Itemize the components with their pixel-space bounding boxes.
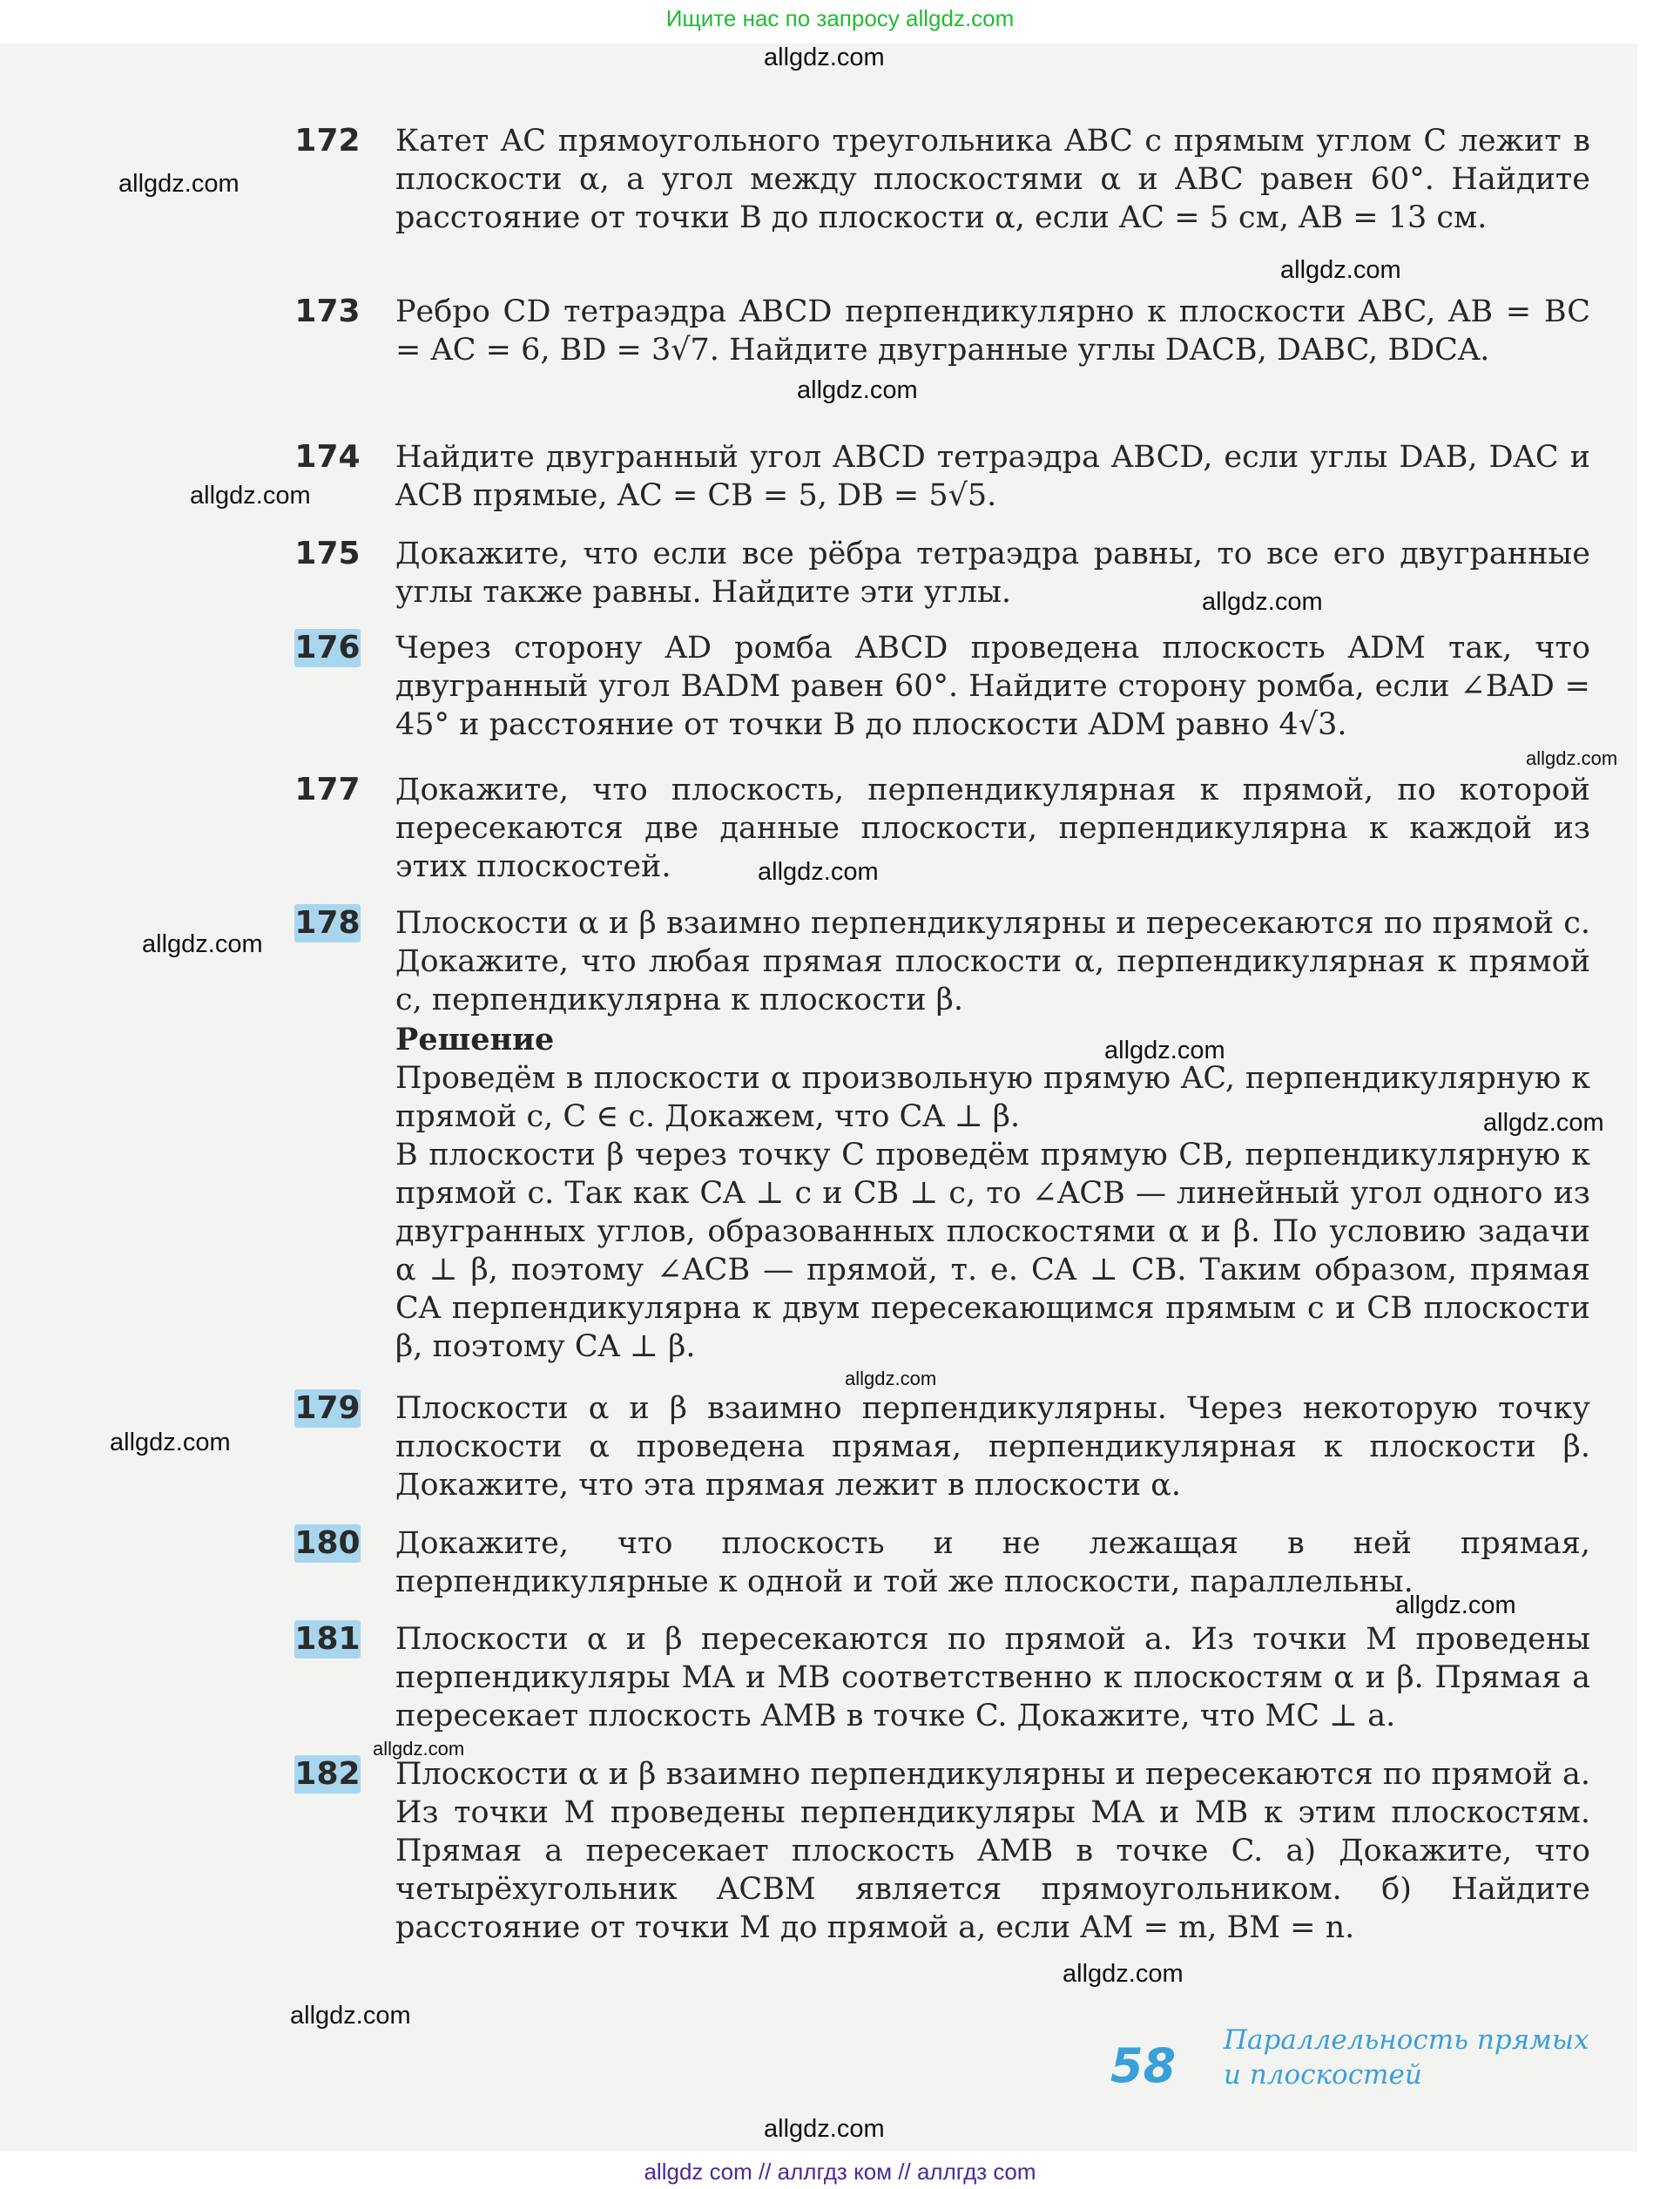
watermark: allgdz.com bbox=[142, 930, 263, 958]
page-margin bbox=[1637, 0, 1680, 2189]
watermark: allgdz.com bbox=[1063, 1960, 1184, 1988]
problem-text: Докажите, что если все рёбра тетраэдра равны, то все его двугранные углы также равны. Найдите эти углы. bbox=[395, 537, 1590, 610]
problem-text: Плоскости α и β взаимно перпендикулярны. Через некоторую точку плоскости α проведена прямая, перпендикулярная к плоскости β. Докажите, что эта прямая лежит в плоскости α. bbox=[395, 1391, 1590, 1503]
problem-number: 174 bbox=[294, 439, 361, 475]
watermark: allgdz.com bbox=[110, 1429, 231, 1456]
problem-number: 172 bbox=[294, 123, 361, 159]
solution-heading: Решение bbox=[395, 1022, 555, 1057]
watermark: allgdz.com bbox=[1483, 1109, 1604, 1137]
watermark: allgdz.com bbox=[373, 1738, 465, 1760]
page-number: 58 bbox=[1110, 2038, 1177, 2093]
problem-number: 180 bbox=[294, 1525, 361, 1561]
solution-paragraph-2: В плоскости β через точку C проведём прямую CB, перпендикулярную к прямой c. Так как CA ⊥ c и CB ⊥ c, то ∠ACB — линейный угол одного из двугранных углов, образованных плоскостями α и β. По условию задачи α ⊥ β, поэтому ∠ACB — прямой, т. е. CA ⊥ CB. Таким образом, прямая CA перпендикулярна к двум пересекающимся прямым c и CB плоскости β, поэтому CA ⊥ β. bbox=[395, 1138, 1590, 1364]
watermark: allgdz.com bbox=[845, 1368, 937, 1389]
problem-number: 182 bbox=[294, 1756, 361, 1792]
problem-number: 173 bbox=[294, 294, 361, 329]
watermark: allgdz.com bbox=[290, 2002, 411, 2030]
watermark: allgdz.com bbox=[797, 376, 918, 404]
problem-text: Катет AC прямоугольного треугольника ABC с прямым углом C лежит в плоскости α, а угол между плоскостями α и ABC равен 60°. Найдите расстояние от точки B до плоскости α, если AC = 5 см, AB = 13 см. bbox=[395, 124, 1590, 235]
watermark: allgdz.com bbox=[764, 2115, 885, 2143]
bottom-links[interactable]: allgdz com // аллгдз ком // аллгдз com bbox=[644, 2159, 1036, 2185]
problem-number: 178 bbox=[294, 905, 361, 941]
watermark: allgdz.com bbox=[1526, 747, 1618, 769]
watermark: allgdz.com bbox=[1280, 256, 1401, 284]
problem-text: Докажите, что плоскость, перпендикулярная к прямой, по которой пересекаются две данные плоскости, перпендикулярна к каждой из этих плоскостей. bbox=[395, 773, 1590, 884]
problem-text: Плоскости α и β взаимно перпендикулярны и пересекаются по прямой c. Докажите, что любая прямая плоскости α, перпендикулярная к прямой c, перпендикулярна к плоскости β. bbox=[395, 906, 1590, 1017]
problem-number: 175 bbox=[294, 536, 361, 571]
problem-number: 176 bbox=[294, 630, 361, 665]
problem-text: Докажите, что плоскость и не лежащая в ней прямая, перпендикулярные к одной и той же плоскости, параллельны. bbox=[395, 1526, 1590, 1599]
watermark: allgdz.com bbox=[1395, 1591, 1516, 1619]
watermark: allgdz.com bbox=[1104, 1037, 1225, 1064]
problem-text: Найдите двугранный угол ABCD тетраэдра ABCD, если углы DAB, DAC и ACB прямые, AC = CB = 5, DB = 5√5. bbox=[395, 440, 1590, 513]
problem-number: 179 bbox=[294, 1390, 361, 1426]
section-title: Параллельность прямых и плоскостей bbox=[1224, 2024, 1589, 2091]
promo-link[interactable]: Ищите нас по запросу allgdz.com bbox=[665, 5, 1015, 31]
watermark: allgdz.com bbox=[1202, 588, 1323, 616]
watermark: allgdz.com bbox=[118, 170, 240, 198]
problem-text: Через сторону AD ромба ABCD проведена плоскость ADM так, что двугранный угол BADM равен 60°. Найдите сторону ромба, если ∠BAD = 45° и расстояние от точки B до плоскости ADM равно 4√3. bbox=[395, 631, 1590, 742]
solution-paragraph-1: Проведём в плоскости α произвольную прямую AC, перпендикулярную к прямой c, C ∈ c. Докажем, что CA ⊥ β. bbox=[395, 1061, 1590, 1134]
problem-number: 177 bbox=[294, 772, 361, 807]
watermark: allgdz.com bbox=[764, 44, 885, 71]
problem-text: Плоскости α и β пересекаются по прямой a. Из точки M проведены перпендикуляры MA и MB соответственно к плоскостям α и β. Прямая a пересекает плоскость AMB в точке C. Докажите, что MC ⊥ a. bbox=[395, 1622, 1590, 1733]
problem-text: Ребро CD тетраэдра ABCD перпендикулярно к плоскости ABC, AB = BC = AC = 6, BD = 3√7. Найдите двугранные углы DACB, DABC, BDCA. bbox=[395, 294, 1590, 368]
watermark: allgdz.com bbox=[758, 858, 879, 886]
watermark: allgdz.com bbox=[190, 482, 311, 510]
problem-text: Плоскости α и β взаимно перпендикулярны и пересекаются по прямой a. Из точки M проведены перпендикуляры MA и MB к этим плоскостям. Прямая a пересекает плоскость AMB в точке C. а) Докажите, что четырёхугольник ACBM является прямоугольником. б) Найдите расстояние от точки M до прямой a, если AM = m, BM = n. bbox=[395, 1757, 1590, 1945]
problem-number: 181 bbox=[294, 1621, 361, 1657]
